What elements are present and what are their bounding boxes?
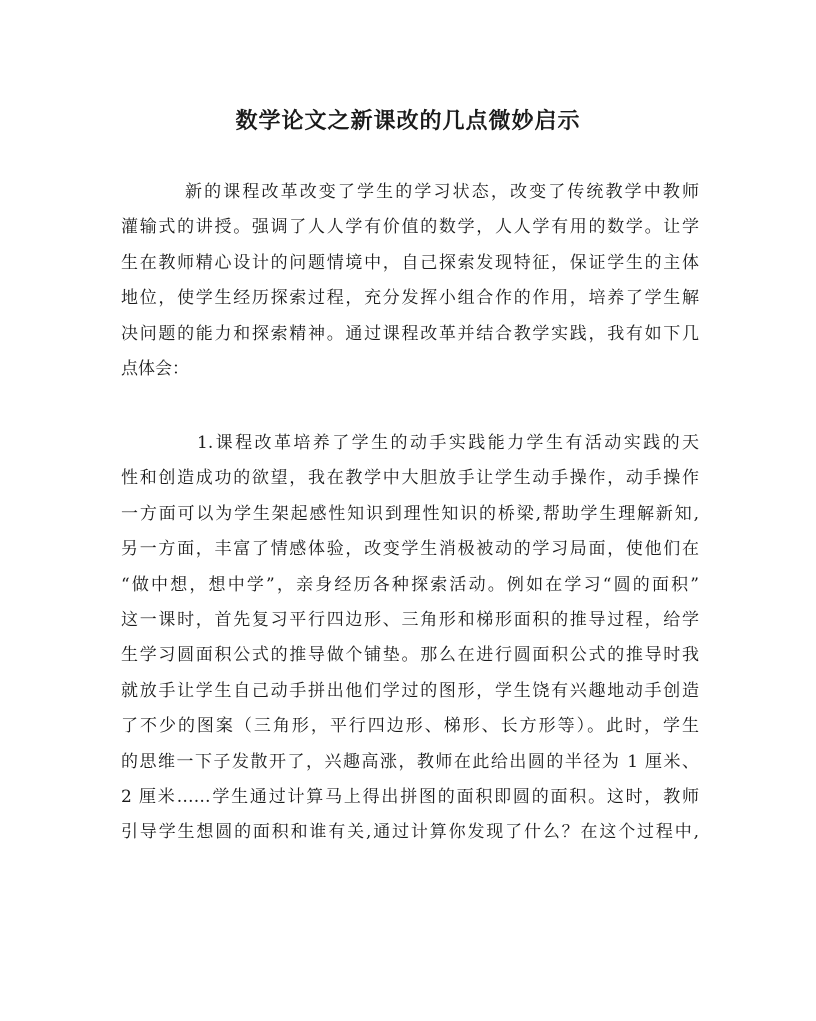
paragraph-section-1 <box>121 426 699 851</box>
text-line: 另一方面，丰富了情感体验，改变学生消极被动的学习局面，使他们在 <box>121 539 699 560</box>
text-line: 就放手让学生自己动手拼出他们学过的图形，学生饶有兴趣地动手创造 <box>121 680 699 701</box>
text-line: 的思维一下子发散开了，兴趣高涨，教师在此给出圆的半径为 1 厘米、 <box>121 751 699 772</box>
paragraph-intro <box>121 175 699 387</box>
text-line: 点体会： <box>121 359 189 380</box>
text-line: 生学习圆面积公式的推导做个铺垫。那么在进行圆面积公式的推导时我 <box>121 645 699 666</box>
text-line: 一方面可以为学生架起感性知识到理性知识的桥梁,帮助学生理解新知, <box>121 503 699 524</box>
text-line: 决问题的能力和探索精神。通过课程改革并结合教学实践，我有如下几 <box>121 323 699 344</box>
text-line: 性和创造成功的欲望，我在教学中大胆放手让学生动手操作，动手操作 <box>121 468 699 489</box>
text-line: “做中想，想中学”，亲身经历各种探索活动。例如在学习“圆的面积” <box>121 574 699 595</box>
text-line: 这一课时，首先复习平行四边形、三角形和梯形面积的推导过程，给学 <box>121 610 699 631</box>
text-line: 新的课程改革改变了学生的学习状态，改变了传统教学中教师 <box>185 182 699 202</box>
text-line: 1.课程改革培养了学生的动手实践能力学生有活动实践的天 <box>197 433 699 453</box>
text-line: 灌输式的讲授。强调了人人学有价值的数学，人人学有用的数学。让学 <box>121 217 699 238</box>
text-line: 地位，使学生经历探索过程，充分发挥小组合作的作用，培养了学生解 <box>121 288 699 309</box>
document-title: 数学论文之新课改的几点微妙启示 <box>235 108 581 134</box>
text-line: 引导学生想圆的面积和谁有关,通过计算你发现了什么？在这个过程中, <box>121 822 699 843</box>
text-line: 2 厘米……学生通过计算马上得出拼图的面积即圆的面积。这时，教师 <box>121 787 699 808</box>
text-line: 生在教师精心设计的问题情境中，自己探索发现特征，保证学生的主体 <box>121 252 699 273</box>
text-line: 了不少的图案（三角形，平行四边形、梯形、长方形等）。此时，学生 <box>121 716 699 737</box>
